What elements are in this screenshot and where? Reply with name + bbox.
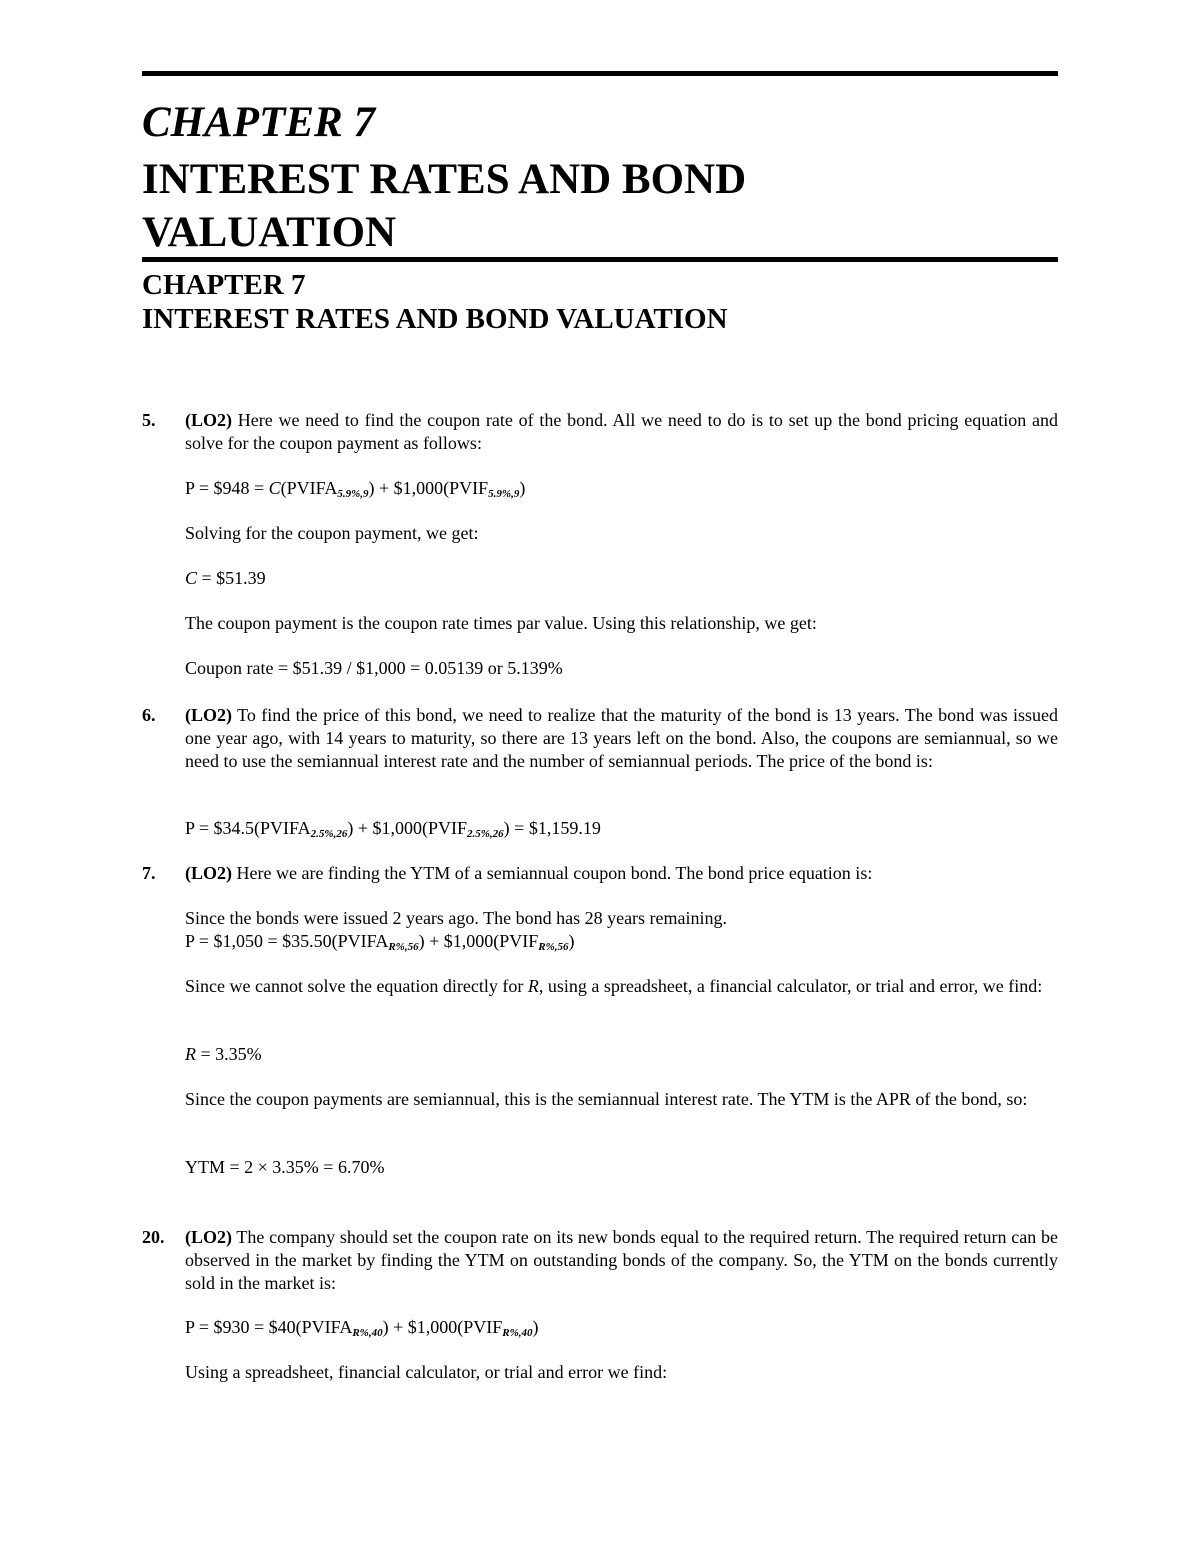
problem-6-intro: (LO2) To find the price of this bond, we need to realize that the maturity of the bond is 13 years. The bond was issued one year ago, with 14 years to maturity, so there are 13 years left on the bond. Also, the coupons are semiannual, so we need to use the semiannual interest rate and the number of semiannual periods. The price of the bond is: xyxy=(185,705,1058,771)
learning-objective: (LO2) xyxy=(185,1227,232,1247)
sub-chapter-title: INTEREST RATES AND BOND VALUATION xyxy=(142,303,728,335)
problem-7-rate: R = 3.35% xyxy=(185,1044,262,1064)
problem-20-text: Using a spreadsheet, financial calculator, or trial and error we find: xyxy=(185,1362,668,1382)
problem-5-number: 5. xyxy=(142,410,156,430)
problem-7-intro: (LO2) Here we are finding the YTM of a semiannual coupon bond. The bond price equation is: xyxy=(185,863,873,883)
problem-5-coupon-payment: C = $51.39 xyxy=(185,568,266,588)
problem-20-intro: (LO2) The company should set the coupon rate on its new bonds equal to the required return. The required return can be observed in the market by finding the YTM on outstanding bonds of the company. So, the YTM on the bonds currently sold in the market is: xyxy=(185,1227,1058,1293)
problem-5-coupon-rate: Coupon rate = $51.39 / $1,000 = 0.05139 or 5.139% xyxy=(185,658,563,678)
header-bottom-rule xyxy=(142,257,1058,262)
problem-6-number: 6. xyxy=(142,705,156,725)
problem-7-ytm: YTM = 2 × 3.35% = 6.70% xyxy=(185,1157,385,1177)
sub-chapter-heading: CHAPTER 7 xyxy=(142,269,306,301)
chapter-title-line1: INTEREST RATES AND BOND xyxy=(142,156,747,203)
problem-5-equation: P = $948 = $C(PVIFA_{5.9\%,9})$ + $\$1,000(PVIF_{5.9\%,9})$ xyxy=(185,478,526,500)
problem-7-equation: P = $1,050 = $\$35.50(PVIFA_{R\%,56})$ + $\$1,000(PVIF_{R\%,56})$ xyxy=(185,931,575,953)
problem-5-text: Solving for the coupon payment, we get: xyxy=(185,523,479,543)
problem-5-intro: (LO2) Here we need to find the coupon rate of the bond. All we need to do is to set up the bond pricing equation and solve for the coupon payment as follows: xyxy=(185,410,1058,453)
problem-7-text: Since the coupon payments are semiannual, this is the semiannual interest rate. The YTM is the APR of the bond, so: xyxy=(185,1089,1028,1109)
problem-7-text: Since the bonds were issued 2 years ago. The bond has 28 years remaining. xyxy=(185,908,728,928)
problem-20-equation: P = $930 = $\$40(PVIFA_{R\%,40})$ + $\$1,000(PVIF_{R\%,40})$ xyxy=(185,1317,539,1339)
chapter-title-line2: VALUATION xyxy=(142,209,397,256)
learning-objective: (LO2) xyxy=(185,410,232,430)
chapter-heading-italic: CHAPTER 7 xyxy=(142,99,375,146)
problem-7-number: 7. xyxy=(142,863,156,883)
problem-5-text: The coupon payment is the coupon rate times par value. Using this relationship, we get: xyxy=(185,613,817,633)
problem-20-number: 20. xyxy=(142,1227,165,1247)
learning-objective: (LO2) xyxy=(185,705,232,725)
learning-objective: (LO2) xyxy=(185,863,232,883)
problem-6-equation: $P = \$34.5(PVIFA_{2.5\%,26})$ + $\$1,000(PVIF_{2.5\%,26})$ = $1,159.19 xyxy=(185,818,601,840)
problem-7-text: Since we cannot solve the equation directly for R, using a spreadsheet, a financial calculator, or trial and error, we find: xyxy=(185,976,1043,996)
header-top-rule xyxy=(142,71,1058,76)
